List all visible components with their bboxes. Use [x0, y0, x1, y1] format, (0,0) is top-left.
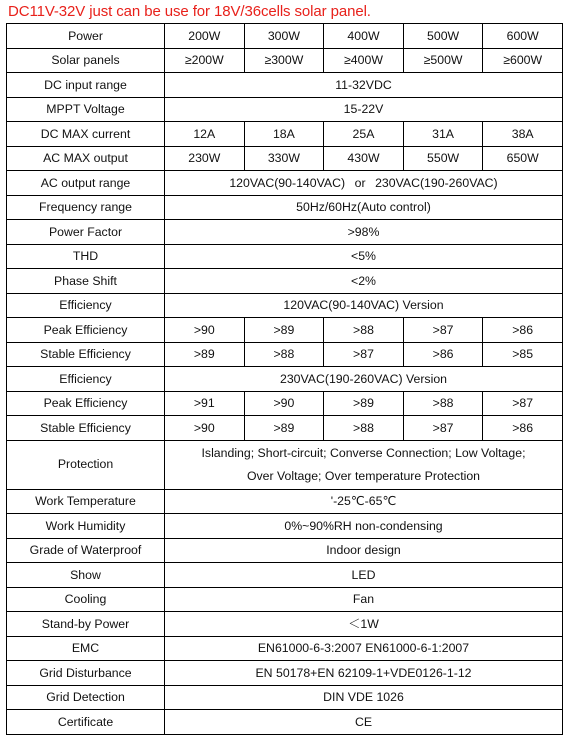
row-stable-efficiency-230 [7, 416, 563, 441]
row-ac-output-range [7, 171, 563, 196]
row-label: Work Humidity [7, 514, 165, 539]
cell: >87 [403, 318, 483, 343]
row-label: Efficiency [7, 367, 165, 392]
row-emc [7, 636, 563, 661]
row-label: MPPT Voltage [7, 97, 165, 122]
row-label: Grade of Waterproof [7, 538, 165, 563]
row-power [7, 24, 563, 49]
row-grid-detection [7, 685, 563, 710]
row-standby-power [7, 612, 563, 637]
cell: >88 [324, 416, 404, 441]
cell: 15-22V [165, 97, 563, 122]
cell: LED [165, 563, 563, 588]
cell [165, 440, 563, 489]
cell: 230VAC(190-260VAC) Version [165, 367, 563, 392]
row-show [7, 563, 563, 588]
cell: ≥400W [324, 48, 404, 73]
cell: 650W [483, 146, 563, 171]
row-label: Peak Efficiency [7, 318, 165, 343]
cell: 0%~90%RH non-condensing [165, 514, 563, 539]
row-label: Solar panels [7, 48, 165, 73]
cell: 200W [165, 24, 245, 49]
row-peak-efficiency-120 [7, 318, 563, 343]
row-label: Stand-by Power [7, 612, 165, 637]
cell: >89 [165, 342, 245, 367]
row-label: Efficiency [7, 293, 165, 318]
cell: >85 [483, 342, 563, 367]
cell: >89 [324, 391, 404, 416]
protection-line-2: Over Voltage; Over temperature Protection [246, 468, 481, 483]
cell: 500W [403, 24, 483, 49]
cell: 31A [403, 122, 483, 147]
cell: 12A [165, 122, 245, 147]
row-power-factor [7, 220, 563, 245]
row-work-temperature [7, 489, 563, 514]
cell: 120VAC(90-140VAC) Version [165, 293, 563, 318]
cell: 18A [244, 122, 324, 147]
row-label: Work Temperature [7, 489, 165, 514]
cell: >86 [403, 342, 483, 367]
cell: Indoor design [165, 538, 563, 563]
cell: CE [165, 710, 563, 735]
row-label: DC MAX current [7, 122, 165, 147]
row-label: Certificate [7, 710, 165, 735]
cell: >87 [483, 391, 563, 416]
row-label: AC output range [7, 171, 165, 196]
cell: >88 [324, 318, 404, 343]
row-label: Grid Disturbance [7, 661, 165, 686]
ac-range-230: 230VAC(190-260VAC) [375, 175, 498, 190]
cell: 430W [324, 146, 404, 171]
cell: >90 [165, 318, 245, 343]
cell [165, 171, 563, 196]
cell: DIN VDE 1026 [165, 685, 563, 710]
spec-heading: DC11V-32V just can be use for 18V/36cells solar panel. [8, 3, 371, 20]
row-label: Stable Efficiency [7, 416, 165, 441]
row-label: Protection [7, 440, 165, 489]
row-work-humidity [7, 514, 563, 539]
row-solar-panels [7, 48, 563, 73]
row-peak-efficiency-230 [7, 391, 563, 416]
cell: ≥500W [403, 48, 483, 73]
cell: 330W [244, 146, 324, 171]
cell: >91 [165, 391, 245, 416]
cell: 230W [165, 146, 245, 171]
row-dc-input-range [7, 73, 563, 98]
row-mppt-voltage [7, 97, 563, 122]
cell: >86 [483, 416, 563, 441]
row-label: Show [7, 563, 165, 588]
cell: 50Hz/60Hz(Auto control) [165, 195, 563, 220]
cell: >89 [244, 416, 324, 441]
cell: >98% [165, 220, 563, 245]
row-label: Frequency range [7, 195, 165, 220]
cell: ≥200W [165, 48, 245, 73]
row-label: THD [7, 244, 165, 269]
cell: 38A [483, 122, 563, 147]
cell: 600W [483, 24, 563, 49]
row-protection [7, 440, 563, 489]
row-dc-max-current [7, 122, 563, 147]
cell: 25A [324, 122, 404, 147]
row-label: Cooling [7, 587, 165, 612]
cell: '-25℃-65℃ [165, 489, 563, 514]
cell: >87 [324, 342, 404, 367]
row-efficiency-120 [7, 293, 563, 318]
cell: <2% [165, 269, 563, 294]
cell: <5% [165, 244, 563, 269]
cell: 11-32VDC [165, 73, 563, 98]
row-label: Power [7, 24, 165, 49]
row-label: Phase Shift [7, 269, 165, 294]
row-label: DC input range [7, 73, 165, 98]
row-stable-efficiency-120 [7, 342, 563, 367]
row-label: Grid Detection [7, 685, 165, 710]
row-cooling [7, 587, 563, 612]
row-grid-disturbance [7, 661, 563, 686]
row-label: Power Factor [7, 220, 165, 245]
cell: ≥300W [244, 48, 324, 73]
cell: ＜1W [165, 612, 563, 637]
cell: >87 [403, 416, 483, 441]
cell: >89 [244, 318, 324, 343]
cell: ≥600W [483, 48, 563, 73]
row-label: Stable Efficiency [7, 342, 165, 367]
cell: >90 [244, 391, 324, 416]
row-label: Peak Efficiency [7, 391, 165, 416]
cell: >90 [165, 416, 245, 441]
row-phase-shift [7, 269, 563, 294]
spec-table [6, 23, 563, 735]
row-grade-of-waterproof [7, 538, 563, 563]
row-frequency-range [7, 195, 563, 220]
protection-line-1: Islanding; Short-circuit; Converse Connection; Low Voltage; [201, 445, 526, 460]
row-label: AC MAX output [7, 146, 165, 171]
cell: >86 [483, 318, 563, 343]
cell: EN61000-6-3:2007 EN61000-6-1:2007 [165, 636, 563, 661]
cell: EN 50178+EN 62109-1+VDE0126-1-12 [165, 661, 563, 686]
row-efficiency-230 [7, 367, 563, 392]
row-ac-max-output [7, 146, 563, 171]
cell: Fan [165, 587, 563, 612]
row-thd [7, 244, 563, 269]
cell: 550W [403, 146, 483, 171]
ac-range-or: or [354, 175, 366, 190]
cell: >88 [403, 391, 483, 416]
ac-range-120: 120VAC(90-140VAC) [229, 175, 346, 190]
row-label: EMC [7, 636, 165, 661]
cell: 300W [244, 24, 324, 49]
cell: 400W [324, 24, 404, 49]
row-certificate [7, 710, 563, 735]
cell: >88 [244, 342, 324, 367]
